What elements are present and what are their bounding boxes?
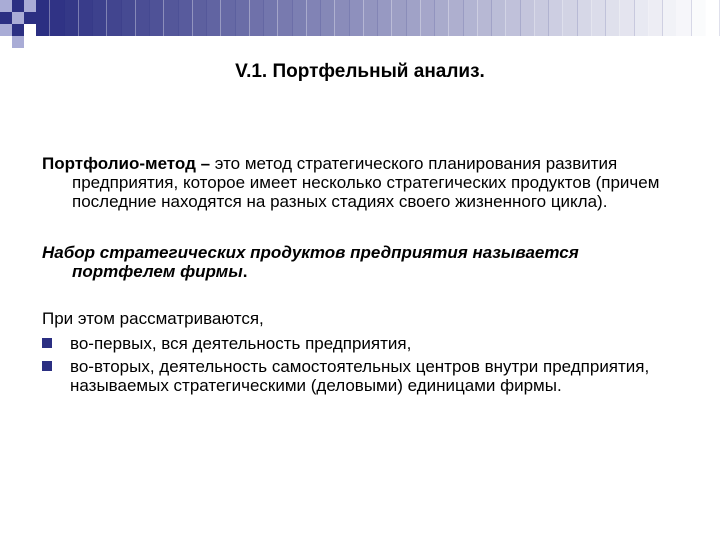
emphasis-text: Набор стратегических продуктов предприятия называется портфелем фирмы: [42, 243, 579, 281]
band-cell: [635, 0, 649, 36]
band-cell: [663, 0, 677, 36]
band-cell: [521, 0, 535, 36]
band-cell: [620, 0, 634, 36]
band-cell: [492, 0, 506, 36]
band-cell: [606, 0, 620, 36]
square-bullet-icon: [42, 361, 52, 371]
band-cell: [150, 0, 164, 36]
band-cell: [692, 0, 706, 36]
definition-text: это метод стратегического планирования развития предприятия, которое имеет несколько стратегических продуктов (причем последние находятся на разных стадиях своего жизненного цикла).: [72, 154, 660, 211]
band-cell: [464, 0, 478, 36]
band-cell: [236, 0, 250, 36]
slide-title: V.1. Портфельный анализ.: [235, 61, 485, 82]
band-cell: [65, 0, 79, 36]
band-cell: [293, 0, 307, 36]
band-cell: [378, 0, 392, 36]
deco-square: [0, 0, 12, 12]
bullet-item: [42, 357, 682, 395]
band-cell: [563, 0, 577, 36]
band-cell: [407, 0, 421, 36]
band-cell: [350, 0, 364, 36]
band-cell: [506, 0, 520, 36]
square-bullet-icon: [42, 338, 52, 348]
band-cell: [50, 0, 64, 36]
band-cell: [421, 0, 435, 36]
deco-square: [24, 12, 36, 24]
band-cell: [79, 0, 93, 36]
band-cell: [164, 0, 178, 36]
emphasis-trail: .: [242, 262, 248, 281]
band-cell: [250, 0, 264, 36]
band-cell: [221, 0, 235, 36]
band-cell: [578, 0, 592, 36]
deco-square: [12, 0, 24, 12]
bullet-text: во-первых, вся деятельность предприятия,: [70, 334, 412, 353]
band-cell: [179, 0, 193, 36]
band-cell: [207, 0, 221, 36]
bullet-item: [42, 334, 682, 353]
band-cell: [278, 0, 292, 36]
deco-square: [0, 24, 12, 36]
band-cell: [307, 0, 321, 36]
header-gradient-band: [36, 0, 720, 36]
band-cell: [36, 0, 50, 36]
band-cell: [193, 0, 207, 36]
band-cell: [549, 0, 563, 36]
bullet-text: во-вторых, деятельность самостоятельных центров внутри предприятия, называемых стратегическими (деловыми) единицами фирмы.: [70, 357, 650, 395]
deco-square: [12, 12, 24, 24]
band-cell: [335, 0, 349, 36]
band-cell: [435, 0, 449, 36]
band-cell: [535, 0, 549, 36]
emphasis-paragraph: [42, 243, 682, 281]
band-cell: [478, 0, 492, 36]
band-cell: [364, 0, 378, 36]
band-cell: [592, 0, 606, 36]
band-cell: [93, 0, 107, 36]
band-cell: [449, 0, 463, 36]
definition-term: Портфолио-метод –: [42, 154, 211, 173]
deco-square: [12, 24, 24, 36]
band-cell: [264, 0, 278, 36]
band-cell: [706, 0, 720, 36]
band-cell: [321, 0, 335, 36]
band-cell: [107, 0, 121, 36]
deco-square: [12, 36, 24, 48]
definition-paragraph: [42, 154, 682, 211]
deco-square: [0, 12, 12, 24]
band-cell: [677, 0, 691, 36]
band-cell: [136, 0, 150, 36]
band-cell: [122, 0, 136, 36]
deco-square: [24, 0, 36, 12]
slide-body: [42, 154, 682, 399]
header-decoration: [0, 0, 720, 48]
band-cell: [649, 0, 663, 36]
intro-paragraph: При этом рассматриваются,: [42, 309, 264, 328]
band-cell: [392, 0, 406, 36]
